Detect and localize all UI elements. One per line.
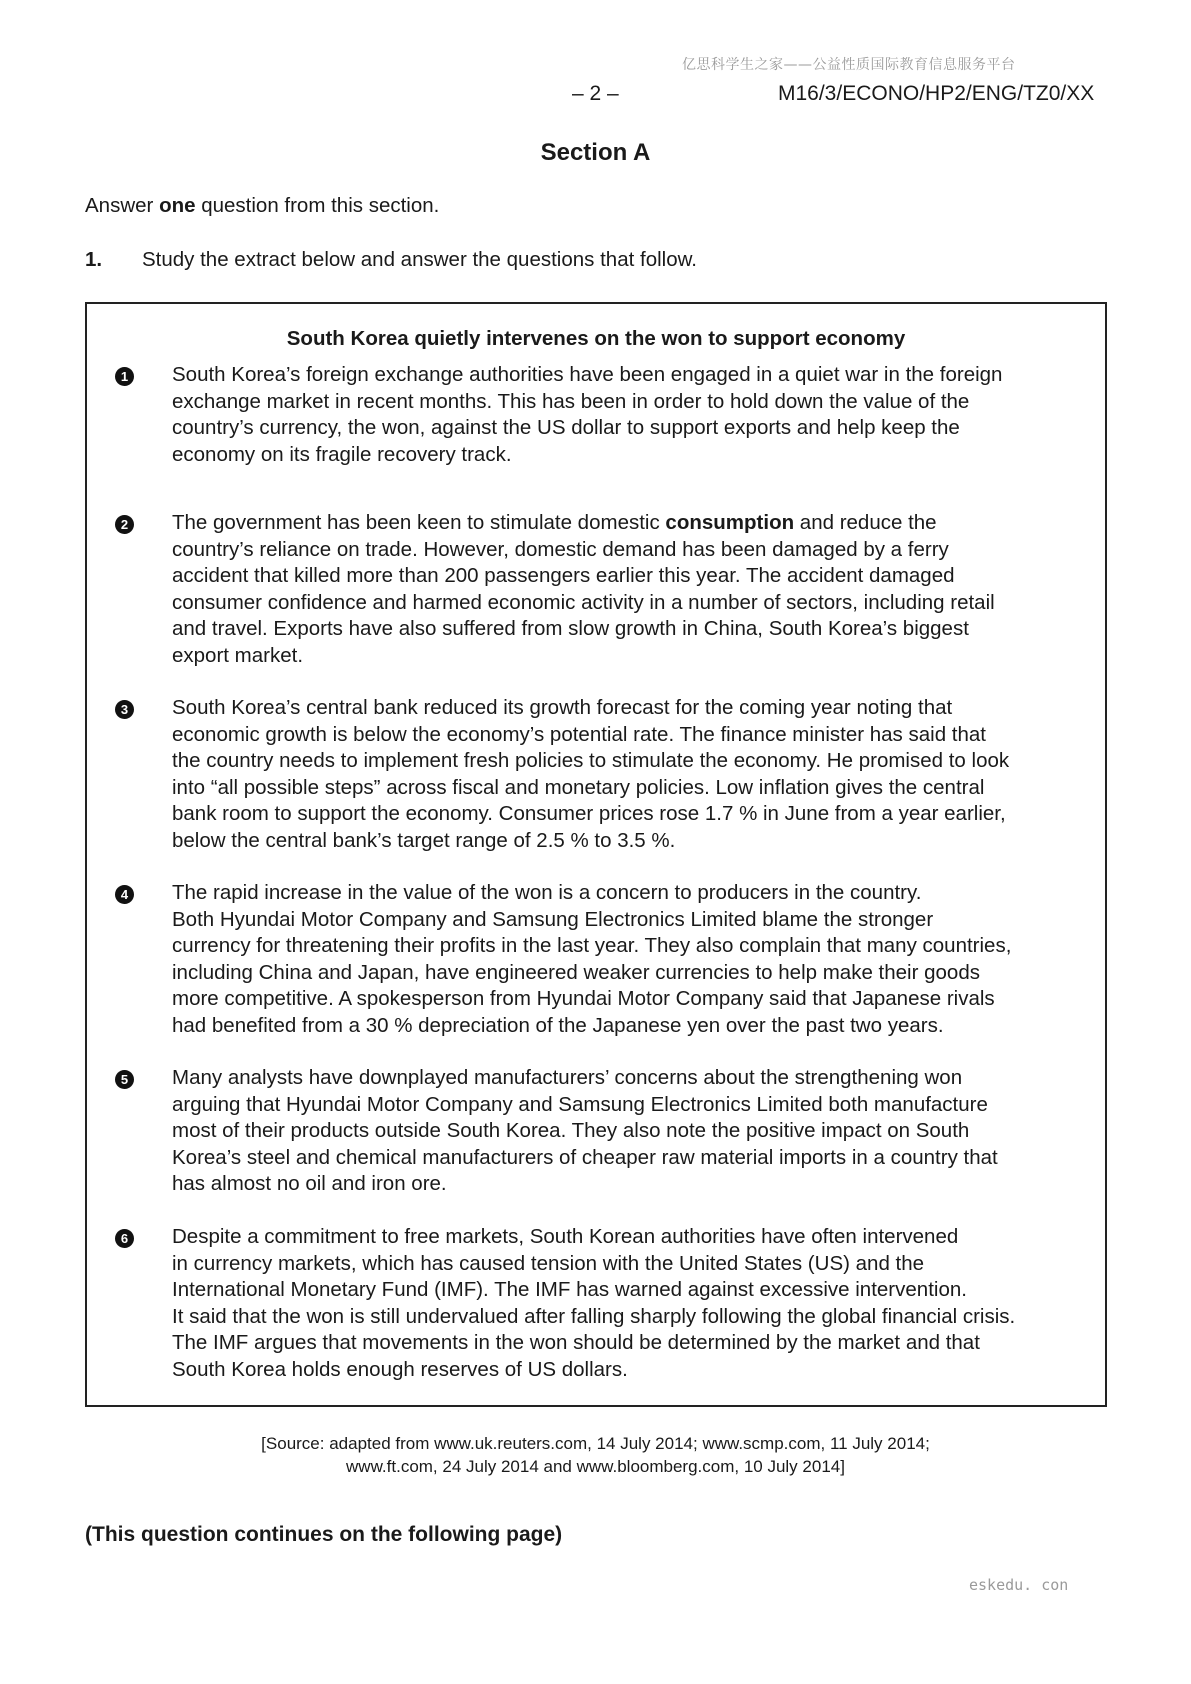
paragraph-line: exchange market in recent months. This has been in order to hold down the value of the [172,389,970,413]
paragraph-line: below the central bank’s target range of 2.5 % to 3.5 %. [172,828,676,852]
extract-paragraph-3 [172,695,1087,854]
section-instruction [85,194,439,218]
paragraph-marker-5-icon: 5 [115,1070,134,1089]
extract-paragraph-5 [172,1065,1087,1198]
watermark-top: 亿思科学生之家——公益性质国际教育信息服务平台 [682,57,1016,73]
paragraph-line: South Korea holds enough reserves of US dollars. [172,1357,628,1381]
paragraph-line: It said that the won is still undervalued after falling sharply following the global financial crisis. [172,1304,1016,1328]
paragraph-line: International Monetary Fund (IMF). The IMF has warned against excessive intervention. [172,1278,967,1301]
instruction-emphasis: one [159,194,196,217]
watermark-bottom: eskedu. con [969,1576,1069,1594]
question-prompt: Study the extract below and answer the questions that follow. [142,248,697,271]
paragraph-line: bank room to support the economy. Consumer prices rose 1.7 % in June from a year earlier, [172,802,1006,825]
paragraph-line: country’s currency, the won, against the US dollar to support exports and help keep the [172,416,960,439]
continues-notice: (This question continues on the following page) [85,1523,563,1546]
source-line: www.ft.com, 24 July 2014 and www.bloomberg.com, 10 July 2014] [346,1457,845,1476]
paper-code: M16/3/ECONO/HP2/ENG/TZ0/XX [778,82,1095,105]
extract-paragraph-1 [172,362,1087,468]
paragraph-line: into “all possible steps” across fiscal and monetary policies. Low inflation gives the central [172,775,985,799]
paragraph-line-after: and reduce the [794,511,937,534]
paragraph-line: country’s reliance on trade. However, domestic demand has been damaged by a ferry [172,537,949,561]
paragraph-line: the country needs to implement fresh policies to stimulate the economy. He promised to look [172,749,1010,772]
instruction-text-before: Answer [85,194,160,217]
paragraph-line: accident that killed more than 200 passengers earlier this year. The accident damaged [172,564,955,587]
key-term-consumption: consumption [665,511,795,534]
extract-paragraph-6 [172,1224,1087,1383]
paragraph-line: in currency markets, which has caused tension with the United States (US) and the [172,1251,925,1275]
paragraph-line: Both Hyundai Motor Company and Samsung Electronics Limited blame the stronger [172,907,934,931]
instruction-text-after: question from this section. [195,194,440,217]
paragraph-line: had benefited from a 30 % depreciation of the Japanese yen over the past two years. [172,1013,944,1037]
paragraph-line-before: The government has been keen to stimulate domestic [172,511,666,534]
paragraph-line: currency for threatening their profits in the last year. They also complain that many countries, [172,934,1012,957]
paragraph-line: arguing that Hyundai Motor Company and Samsung Electronics Limited both manufacture [172,1092,988,1116]
page-number: – 2 – [572,82,619,105]
paragraph-line: The IMF argues that movements in the won should be determined by the market and that [172,1331,980,1354]
paragraph-line: consumer confidence and harmed economic activity in a number of sectors, including retail [172,590,995,614]
paragraph-line: has almost no oil and iron ore. [172,1172,447,1195]
paragraph-line: export market. [172,643,304,667]
paragraph-line [172,510,1087,537]
extract-paragraph-2 [172,510,1087,669]
paragraph-line: and travel. Exports have also suffered from slow growth in China, South Korea’s biggest [172,617,969,640]
paragraph-line: most of their products outside South Korea. They also note the positive impact on South [172,1119,970,1142]
paragraph-line: economy on its fragile recovery track. [172,442,512,466]
paragraph-line: economic growth is below the economy’s potential rate. The finance minister has said that [172,722,986,746]
paragraph-marker-6-icon: 6 [115,1229,134,1248]
source-citation [0,1432,1191,1478]
paragraph-marker-3-icon: 3 [115,700,134,719]
paragraph-marker-2-icon: 2 [115,515,134,534]
paragraph-marker-1-icon: 1 [115,367,134,386]
question-number: 1. [85,248,103,271]
section-title: Section A [540,139,651,166]
paragraph-line: more competitive. A spokesperson from Hyundai Motor Company said that Japanese rivals [172,987,995,1010]
paragraph-line: Despite a commitment to free markets, South Korean authorities have often intervened [172,1225,959,1248]
paragraph-line: The rapid increase in the value of the won is a concern to producers in the country. [172,881,922,904]
paragraph-line: Korea’s steel and chemical manufacturers of cheaper raw material imports in a country that [172,1145,998,1169]
paragraph-marker-4-icon: 4 [115,885,134,904]
paragraph-line: including China and Japan, have engineered weaker currencies to help make their goods [172,960,980,984]
paragraph-line: South Korea’s foreign exchange authorities have been engaged in a quiet war in the foreign [172,363,1003,386]
paragraph-line: South Korea’s central bank reduced its growth forecast for the coming year noting that [172,696,953,719]
extract-paragraph-4 [172,880,1087,1039]
source-line: [Source: adapted from www.uk.reuters.com, 14 July 2014; www.scmp.com, 11 July 2014; [261,1434,930,1453]
paragraph-line: Many analysts have downplayed manufacturers’ concerns about the strengthening won [172,1066,963,1089]
extract-title: South Korea quietly intervenes on the won to support economy [286,327,906,350]
